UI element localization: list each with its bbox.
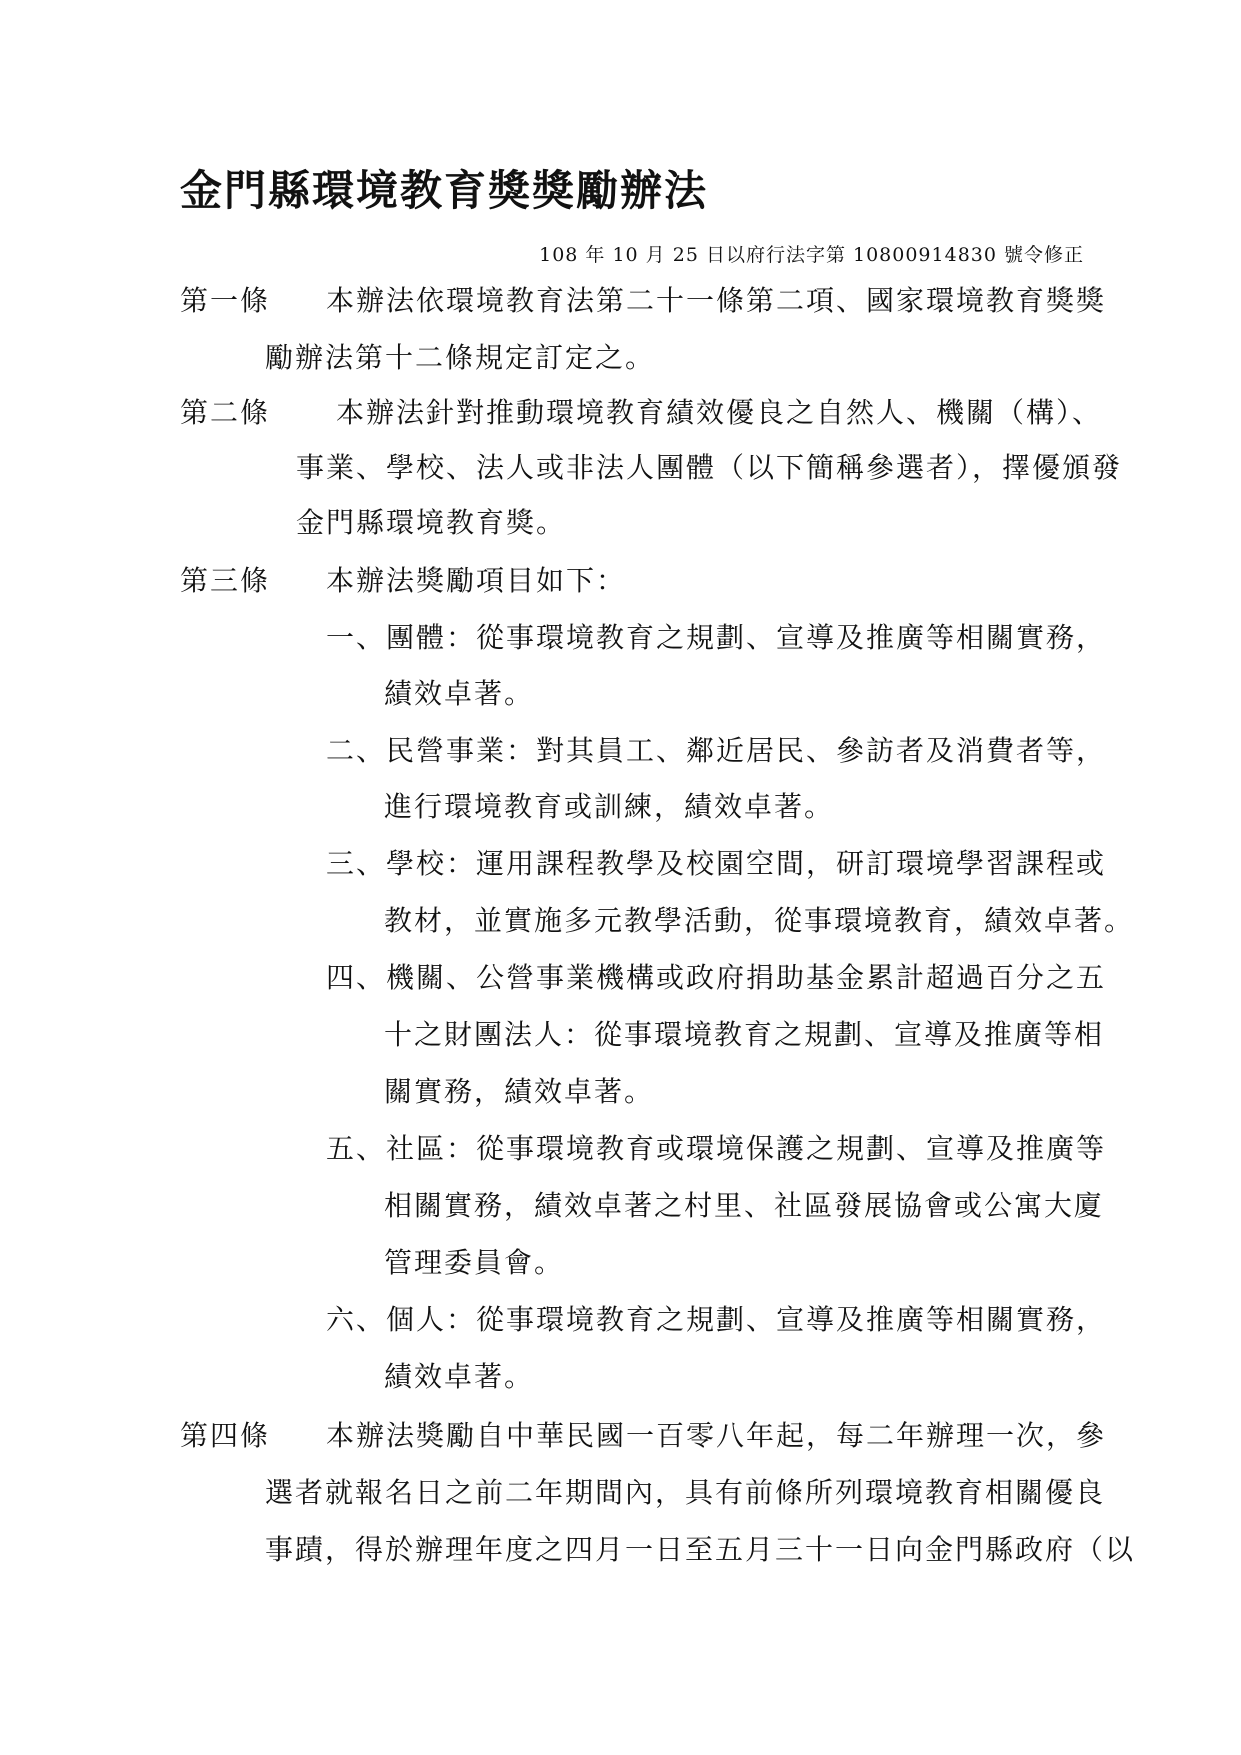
amendment-note: 108 年 10 月 25 日以府行法字第 10800914830 號令修正 — [539, 244, 1084, 266]
article-3-item-2-line-2: 進行環境教育或訓練，績效卓著。 — [384, 790, 835, 823]
article-2-label: 第二條 — [180, 396, 271, 429]
article-4-line-3: 事蹟，得於辦理年度之四月一日至五月三十一日向金門縣政府（以 — [265, 1533, 1136, 1566]
article-3-item-2-line-1: 二、民營事業：對其員工、鄰近居民、參訪者及消費者等， — [326, 734, 1107, 767]
article-3-label: 第三條 — [180, 564, 271, 597]
article-3-item-6-line-1: 六、個人：從事環境教育之規劃、宣導及推廣等相關實務， — [326, 1303, 1107, 1336]
article-1-label: 第一條 — [180, 284, 271, 317]
article-1-line-2: 勵辦法第十二條規定訂定之。 — [265, 341, 656, 374]
article-2-line-2: 事業、學校、法人或非法人團體（以下簡稱參選者），擇優頒發 — [296, 451, 1123, 484]
article-3-item-3-line-2: 教材，並實施多元教學活動，從事環境教育，績效卓著。 — [384, 904, 1135, 937]
article-3-item-4-line-3: 關實務，績效卓著。 — [384, 1075, 655, 1108]
article-3-item-4-line-2: 十之財團法人：從事環境教育之規劃、宣導及推廣等相 — [384, 1018, 1105, 1051]
article-3-line-1: 本辦法獎勵項目如下： — [326, 564, 627, 597]
article-3-item-3-line-1: 三、學校：運用課程教學及校園空間，研訂環境學習課程或 — [326, 847, 1107, 880]
article-1-line-1: 本辦法依環境教育法第二十一條第二項、國家環境教育獎獎 — [326, 284, 1107, 317]
article-2-line-3: 金門縣環境教育獎。 — [296, 506, 567, 539]
article-3-item-5-line-3: 管理委員會。 — [384, 1246, 565, 1279]
article-3-item-1-line-2: 績效卓著。 — [384, 677, 535, 710]
document-title: 金門縣環境教育獎獎勵辦法 — [180, 166, 709, 215]
article-4-line-2: 選者就報名日之前二年期間內，具有前條所列環境教育相關優良 — [265, 1476, 1106, 1509]
article-4-line-1: 本辦法獎勵自中華民國一百零八年起，每二年辦理一次，參 — [326, 1419, 1107, 1452]
article-3-item-1-line-1: 一、團體：從事環境教育之規劃、宣導及推廣等相關實務， — [326, 621, 1107, 654]
article-3-item-6-line-2: 績效卓著。 — [384, 1360, 535, 1393]
article-3-item-5-line-2: 相關實務，績效卓著之村里、社區發展協會或公寓大廈 — [384, 1189, 1105, 1222]
article-3-item-4-line-1: 四、機關、公營事業機構或政府捐助基金累計超過百分之五 — [326, 961, 1107, 994]
article-4-label: 第四條 — [180, 1419, 271, 1452]
article-3-item-5-line-1: 五、社區：從事環境教育或環境保護之規劃、宣導及推廣等 — [326, 1132, 1107, 1165]
article-2-line-1: 本辦法針對推動環境教育績效優良之自然人、機關（構）、 — [336, 396, 1103, 429]
